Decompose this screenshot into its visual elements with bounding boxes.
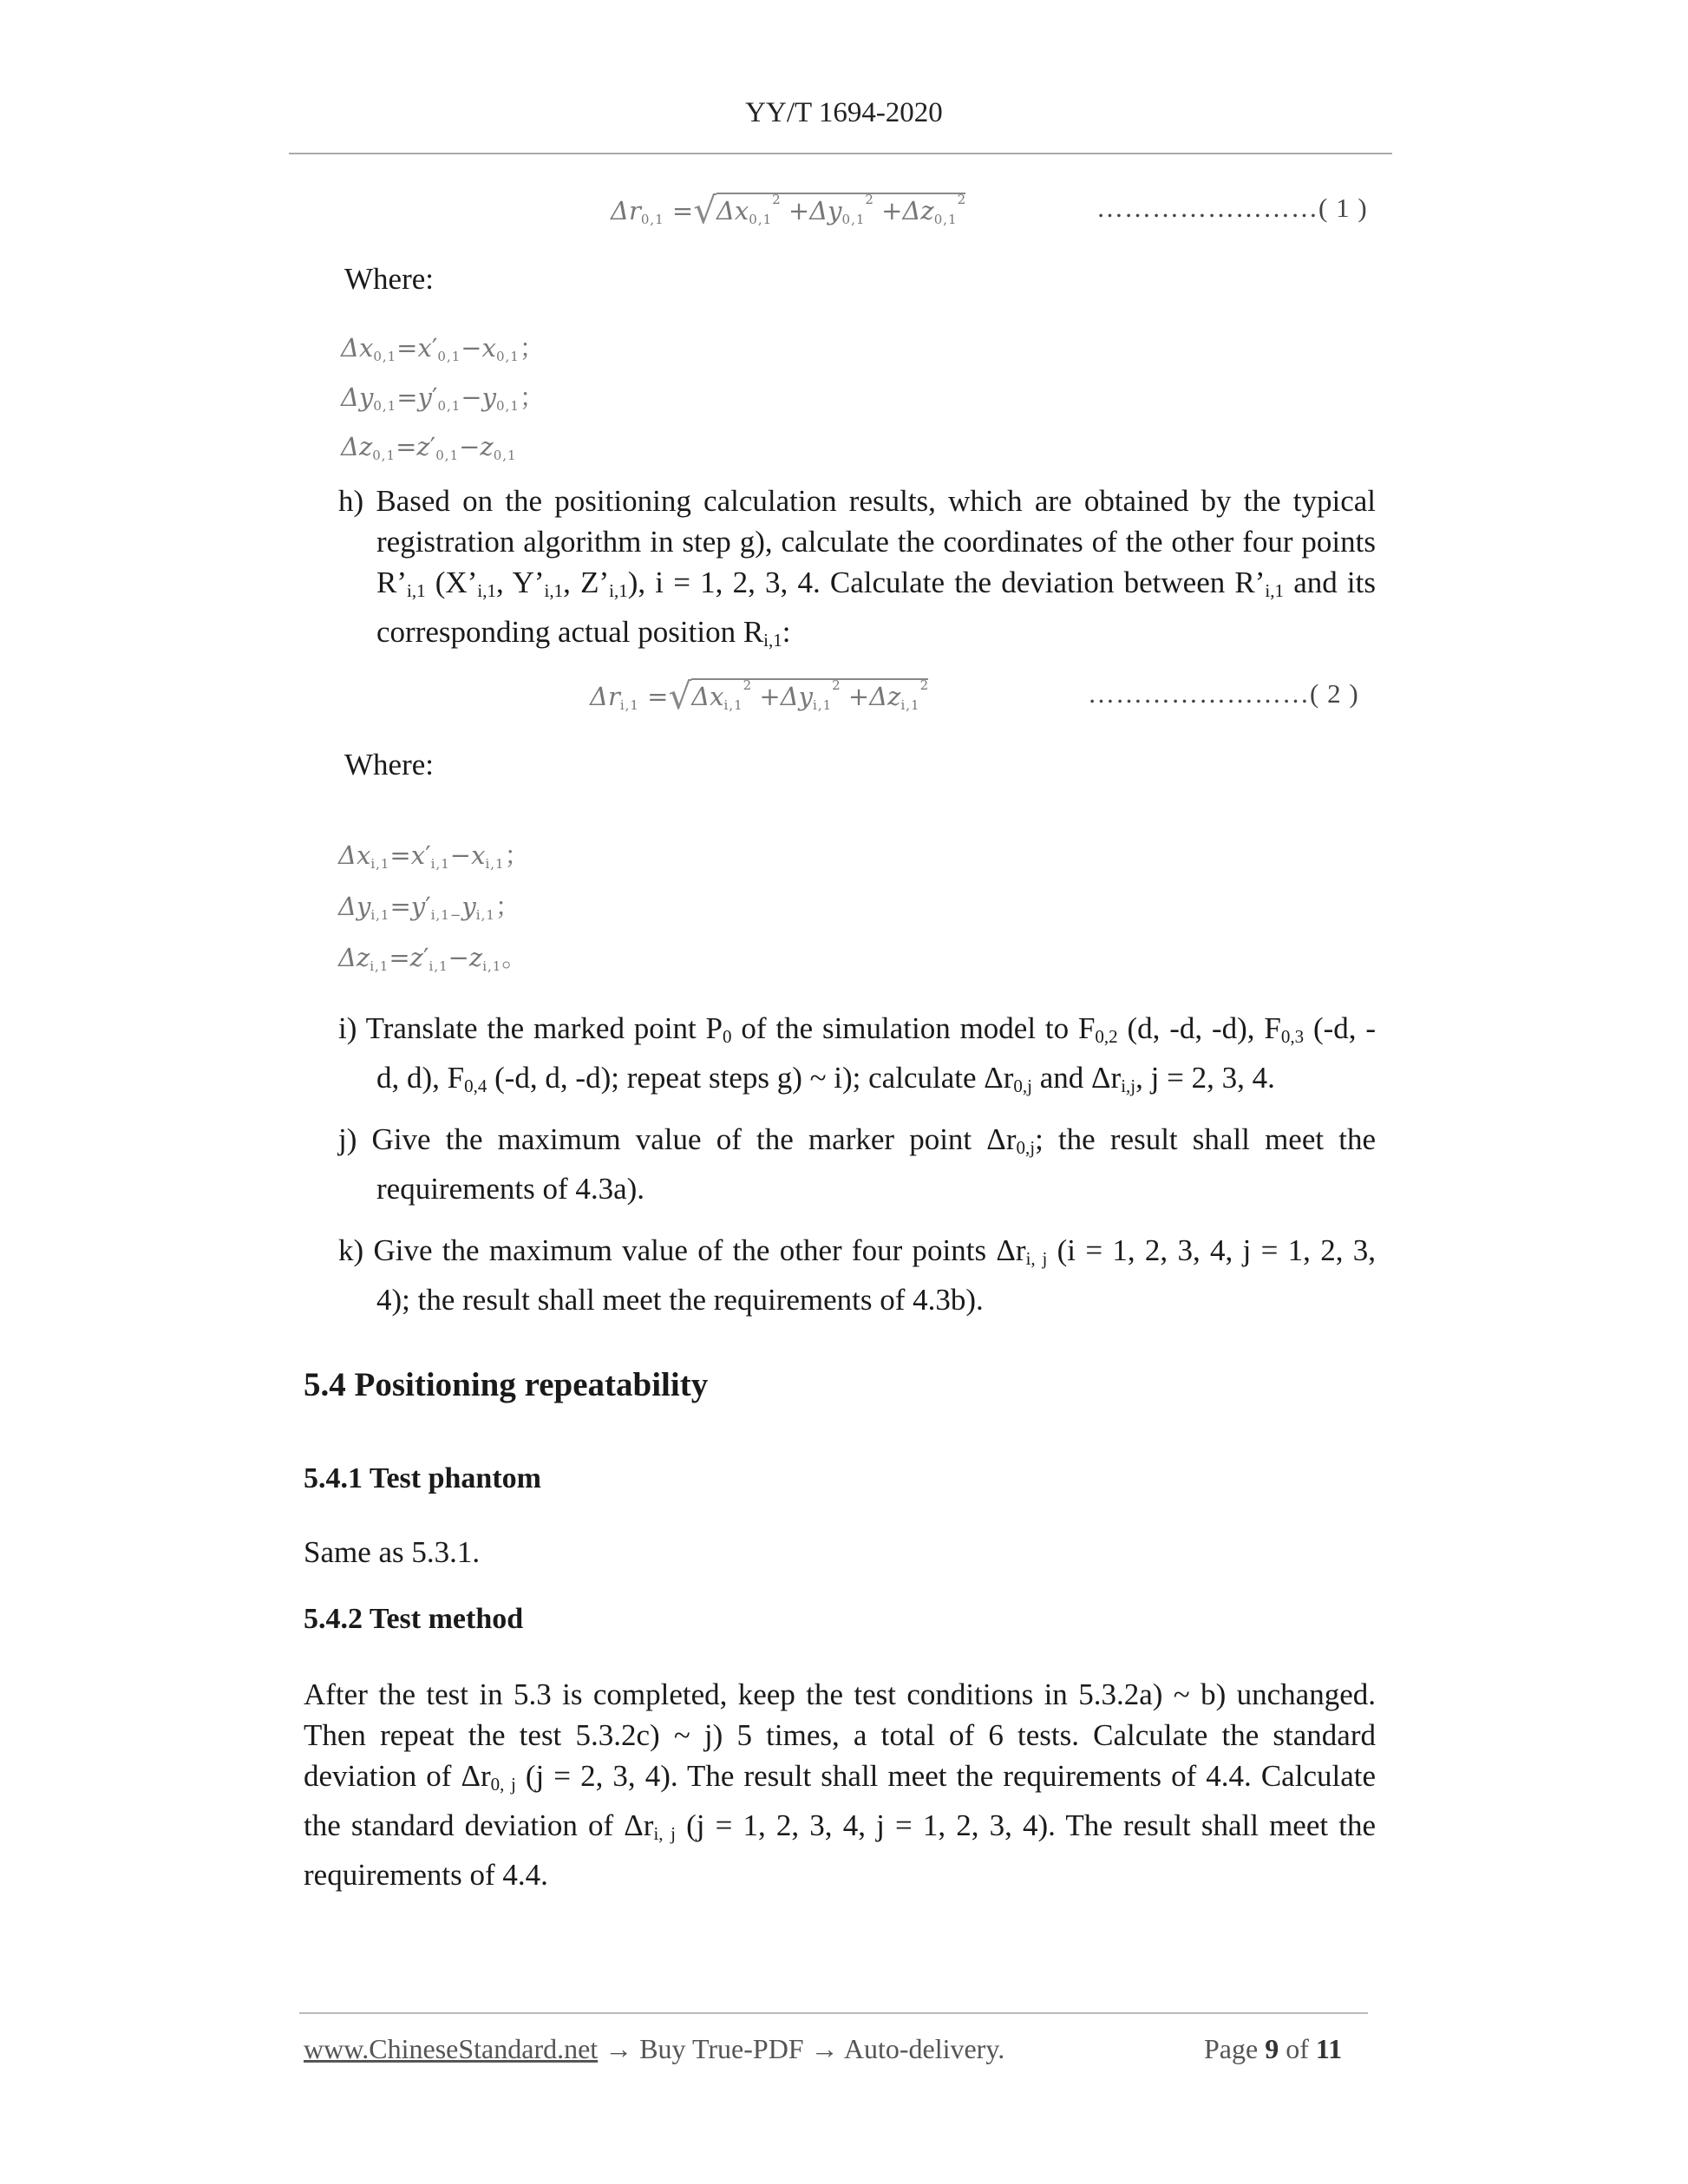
step-i	[338, 1008, 1376, 1107]
step-k-line-2: 4); the result shall meet the requirements of 4.3b).	[376, 1283, 984, 1317]
subsection-title-2: 5.4.2 Test method	[304, 1603, 524, 1635]
paragraph-line-3: deviation of Δr0, j (j = 2, 3, 4). The result shall meet the requirements of 4.4. Calculate	[304, 1759, 1376, 1795]
step-j-line-1: j) Give the maximum value of the marker point Δr0,j; the result shall meet the	[338, 1122, 1377, 1158]
footer-buy-text: → Buy True-PDF → Auto-delivery.	[598, 2033, 1005, 2064]
step-h-line-4: corresponding actual position Ri,1:	[376, 615, 791, 651]
current-page-number: 9	[1265, 2033, 1279, 2064]
footer-rule	[299, 2012, 1368, 2014]
step-j	[338, 1119, 1376, 1209]
step-k	[338, 1230, 1376, 1320]
where-block-2	[338, 834, 530, 988]
step-j-line-2: requirements of 4.3a).	[376, 1172, 645, 1206]
where-line: $\Delta x_{i,1}=x'_{i,1}-x_{i,1}$；	[338, 840, 530, 872]
paragraph-line-4: the standard deviation of Δri, j (j = 1, 2, 3, 4, j = 1, 2, 3, 4). The result shall meet the	[304, 1808, 1376, 1844]
equation-2: $\Delta r_{i,1} =√\Delta x_{i,1}^2 +\Delta y_{i,1}^2 +\Delta z_{i,1}^2$	[590, 675, 929, 717]
paragraph-line-5: requirements of 4.4.	[304, 1858, 548, 1892]
equation-1-number: ……………………( 1 )	[1096, 193, 1368, 223]
test-method-paragraph	[304, 1674, 1376, 1895]
footer-site-link[interactable]: www.ChineseStandard.net	[304, 2033, 599, 2064]
step-h-line-2: registration algorithm in step g), calculate the coordinates of the other four points	[376, 525, 1376, 559]
where-line: $\Delta y_{i,1}=y'_{i,1-}y_{i,1}$；	[338, 892, 520, 923]
equation-1: $\Delta r_{0,1} =√\Delta x_{0,1}^2 +\Delta y_{0,1}^2 +\Delta z_{0,1}^2$	[611, 189, 966, 232]
step-h	[338, 481, 1376, 661]
step-i-line-2: d, d), F0,4 (-d, d, -d); repeat steps g) ~ i); calculate Δr0,j and Δri,j, j = 2, 3, 4.	[376, 1061, 1275, 1096]
where-line: $\Delta z_{0,1}=z'_{0,1}-z_{0,1}$	[341, 432, 517, 463]
total-page-number: 11	[1315, 2033, 1343, 2064]
equation-2-number: ……………………( 2 )	[1088, 678, 1359, 709]
subsection-1-text: Same as 5.3.1.	[304, 1535, 481, 1569]
where-line: $\Delta z_{i,1}=z'_{i,1}-z_{i,1}$。	[338, 943, 527, 974]
running-header: YY/T 1694-2020	[745, 97, 943, 128]
header-rule	[289, 153, 1392, 154]
paragraph-line-2: Then repeat the test 5.3.2c) ~ j) 5 times, a total of 6 tests. Calculate the standard	[304, 1718, 1376, 1752]
footer-left	[304, 2033, 1004, 2065]
section-title: 5.4 Positioning repeatability	[304, 1366, 709, 1403]
where-line: $\Delta y_{0,1}=y'_{0,1}-y_{0,1}$；	[341, 383, 545, 414]
subsection-title-1: 5.4.1 Test phantom	[304, 1462, 541, 1494]
where-line: $\Delta x_{0,1}=x'_{0,1}-x_{0,1}$；	[341, 333, 545, 364]
step-i-line-1: i) Translate the marked point P0 of the simulation model to F0,2 (d, -d, -d), F0,3 (-d, -	[338, 1011, 1376, 1047]
footer-page-indicator: Page 9 of 11	[1204, 2033, 1343, 2064]
where-label-1: Where:	[344, 262, 434, 296]
step-k-line-1: k) Give the maximum value of the other four points Δri, j (i = 1, 2, 3, 4, j = 1, 2, 3,	[338, 1233, 1377, 1269]
where-label-2: Where:	[344, 748, 434, 781]
step-h-line-1: h) Based on the positioning calculation results, which are obtained by the typical	[338, 484, 1376, 518]
where-block-1	[341, 328, 545, 476]
paragraph-line-1: After the test in 5.3 is completed, keep the test conditions in 5.3.2a) ~ b) unchanged.	[304, 1677, 1376, 1711]
step-h-line-3: R’i,1 (X’i,1, Y’i,1, Z’i,1), i = 1, 2, 3, 4. Calculate the deviation between R’i,1 and its	[376, 566, 1376, 601]
